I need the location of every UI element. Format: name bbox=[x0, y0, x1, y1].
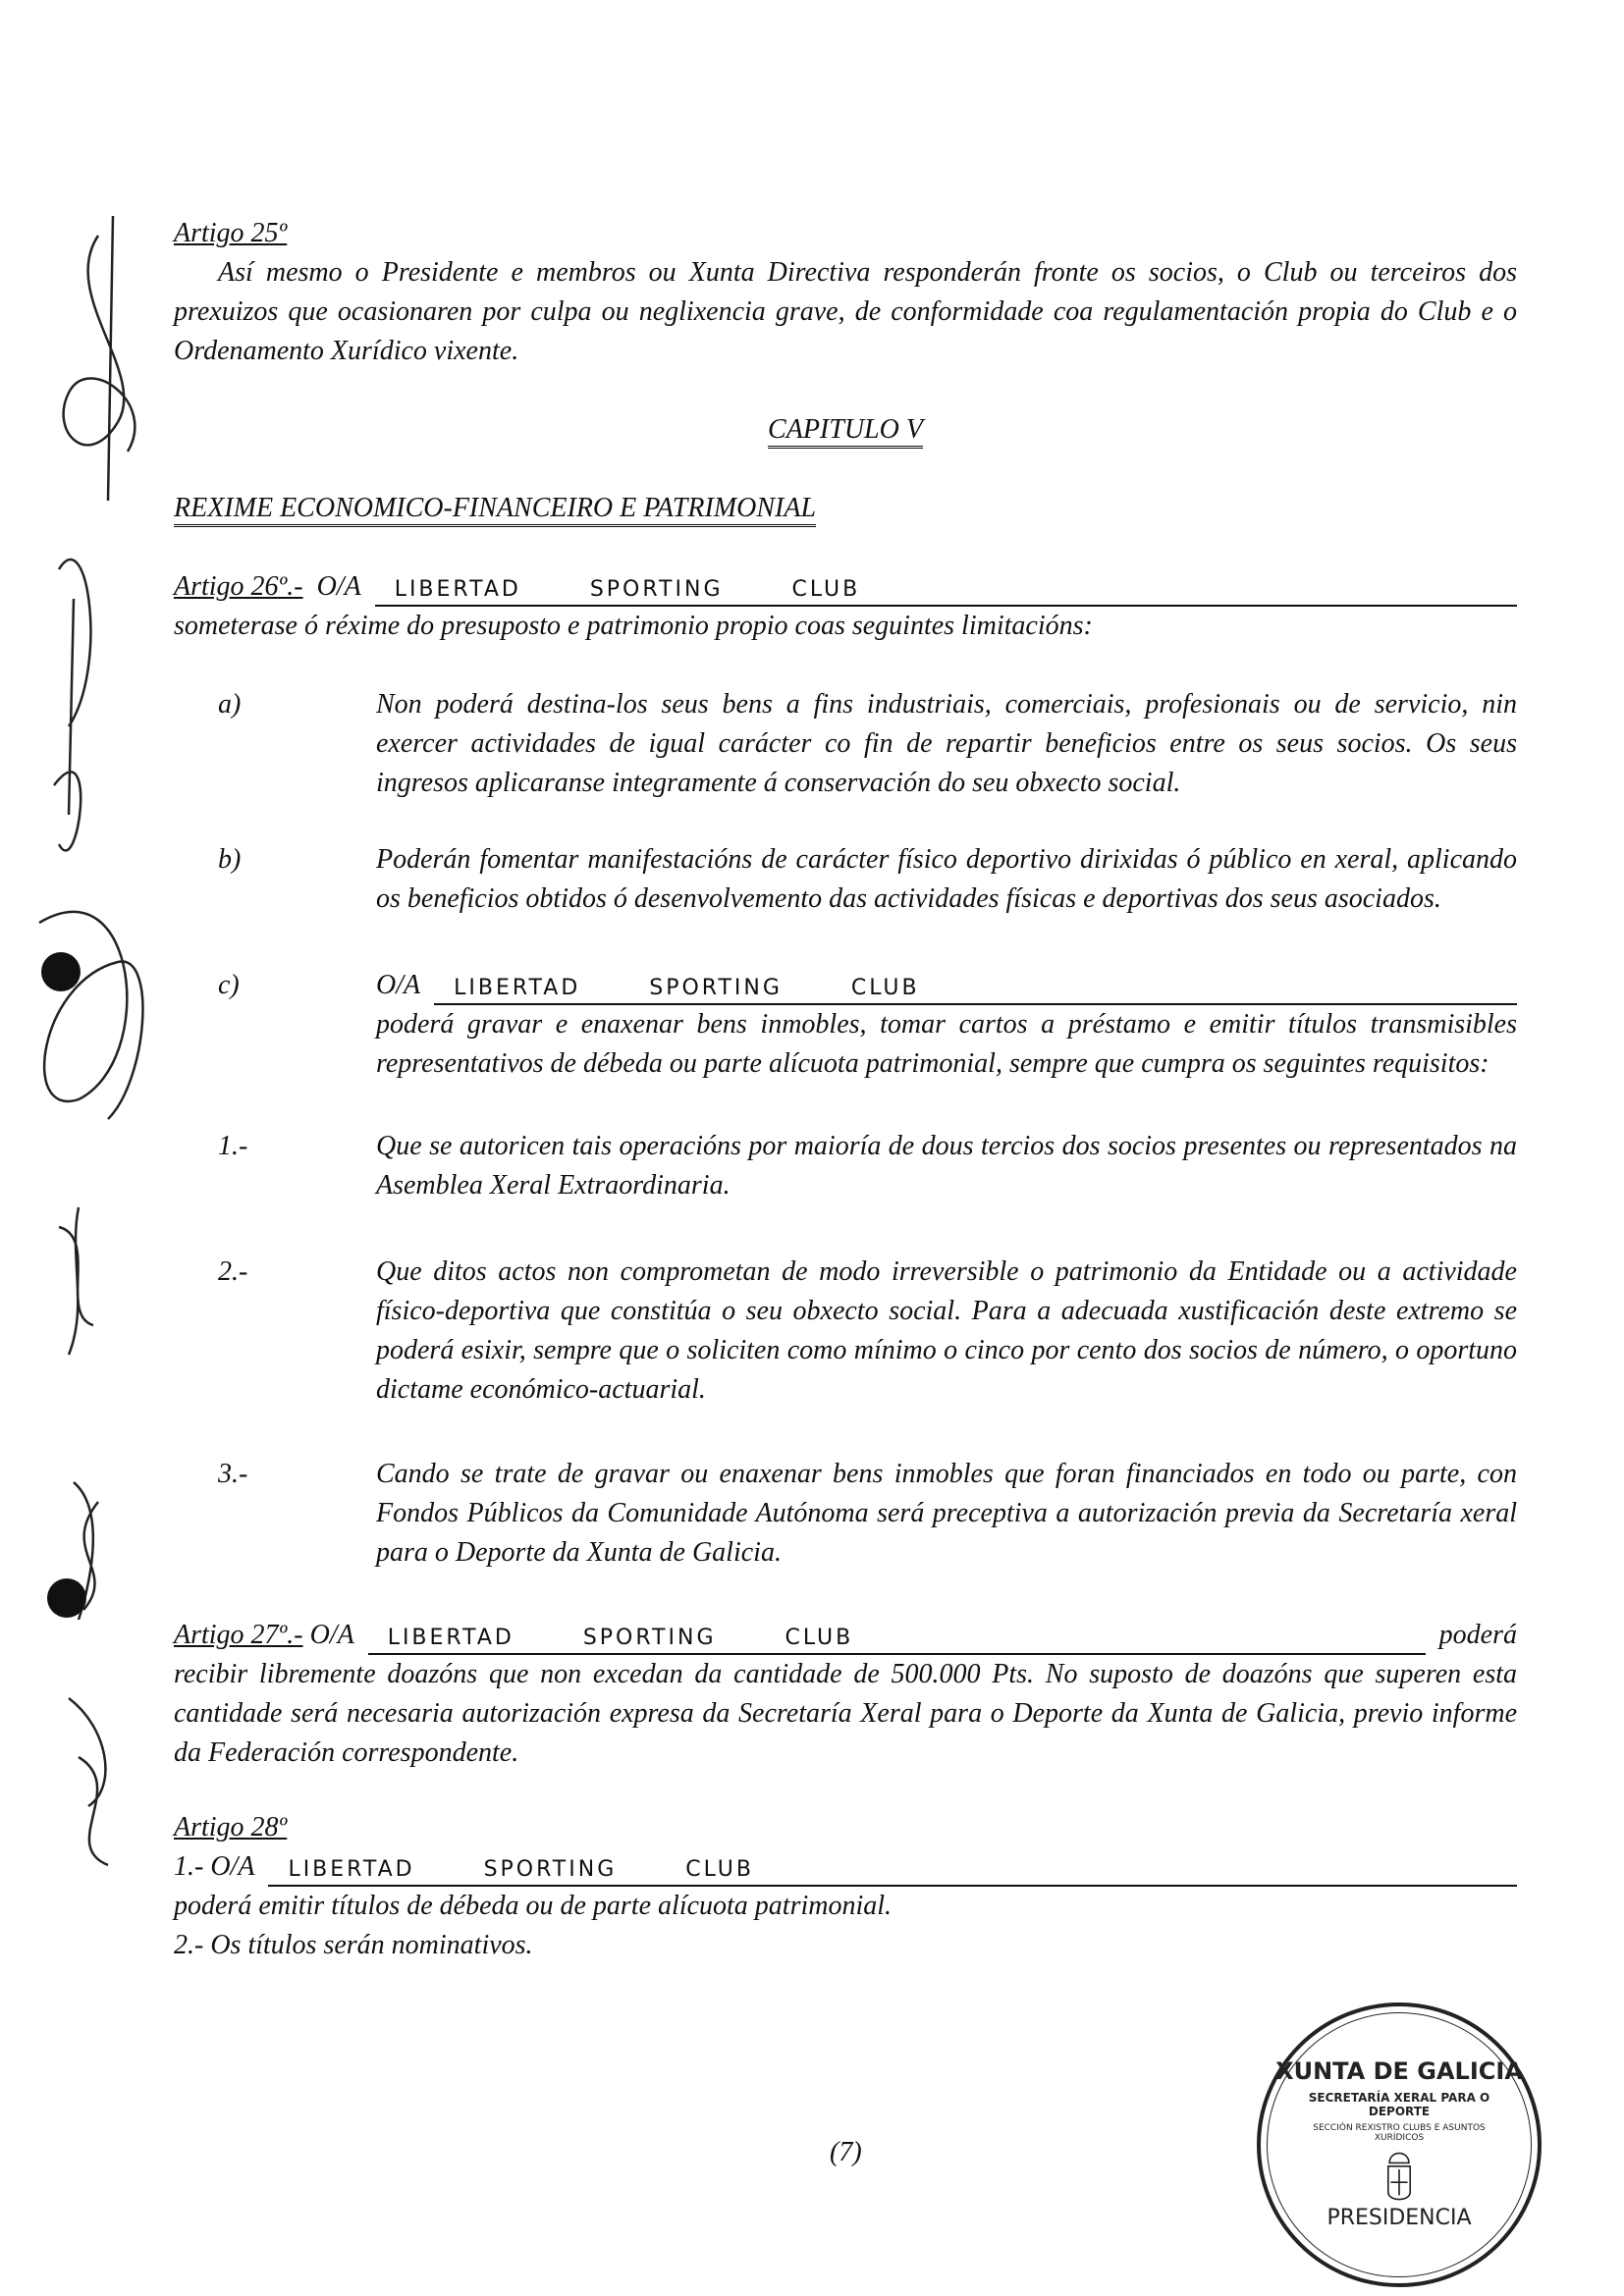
prefix: O/A bbox=[309, 1620, 354, 1650]
chapter-subtitle: REXIME ECONOMICO-FINANCEIRO E PATRIMONIAL bbox=[174, 493, 816, 527]
item-c-text: poderá gravar e enaxenar bens inmobles, tomar cartos a préstamo e emitir títulos transmisibles representativos de débeda ou parte alícuota patrimonial, sempre que cumpra os seguintes requisitos: bbox=[376, 1009, 1517, 1079]
page-number: (7) bbox=[830, 2137, 862, 2167]
article-28-line2: 2.- Os títulos serán nominativos. bbox=[174, 1930, 533, 1960]
stamp-inner-text-2: SECCIÓN REXISTRO CLUBS E ASUNTOS XURÍDICOS bbox=[1313, 2122, 1486, 2143]
suffix: poderá bbox=[1438, 1620, 1517, 1650]
item-a-text: Non poderá destina-los seus bens a fins industriais, comerciais, profesionais ou de servicio, nin exercer actividades de igual carácter co fin de repartir beneficios entre os seus socios. Os seus ingresos aplicaranse integramente á conservación do seu obxecto social. bbox=[376, 689, 1517, 798]
article-26-title: Artigo 26º.- bbox=[174, 571, 303, 602]
club-name-fill: LIBERTAD SPORTING CLUB bbox=[375, 575, 1517, 607]
item-b-text: Poderán fomentar manifestacións de carácter físico deportivo dirixidas ó público en xeral, aplicando os beneficios obtidos ó desenvolvemento das actividades físicas e deportivas dos seus asociados. bbox=[376, 844, 1517, 914]
item-a-label: a) bbox=[218, 689, 242, 720]
club-name-fill: LIBERTAD SPORTING CLUB bbox=[368, 1624, 1426, 1655]
club-name-fill: LIBERTAD SPORTING CLUB bbox=[434, 974, 1517, 1005]
club-name-fill: LIBERTAD SPORTING CLUB bbox=[268, 1855, 1517, 1887]
article-28-line1: poderá emitir títulos de débeda ou de parte alícuota patrimonial. bbox=[174, 1891, 893, 1921]
item-a bbox=[174, 685, 1517, 803]
requirement-1 bbox=[174, 1127, 1517, 1205]
coat-of-arms-icon bbox=[1380, 2147, 1419, 2202]
prefix: O/A bbox=[376, 970, 421, 1000]
prefix: 1.- O/A bbox=[174, 1851, 255, 1882]
req-2-text: Que ditos actos non comprometan de modo irreversible o patrimonio da Entidade ou a actividade físico-deportiva que constitúa o seu obxecto social. Para a adecuada xustificación deste extremo se poderá esixir, sempre que o soliciten como mínimo o cinco por cento dos socios de número, o oportuno dictame económico-actuarial. bbox=[376, 1256, 1517, 1405]
item-c bbox=[174, 966, 1517, 1084]
article-25-title: Artigo 25º bbox=[174, 218, 288, 248]
article-27-text: recibir libremente doazóns que non excedan da cantidade de 500.000 Pts. No suposto de doazóns que superen esta cantidade será necesaria autorización expresa da Secretaría Xeral para o Deporte da Xunta de Galicia, previo informe da Federación correspondente. bbox=[174, 1659, 1517, 1768]
prefix: O/A bbox=[316, 571, 361, 602]
requirement-3 bbox=[174, 1455, 1517, 1573]
stamp-inner-text: SECRETARÍA XERAL PARA O DEPORTE bbox=[1308, 2091, 1490, 2118]
stamp-bottom-text: PRESIDENCIA bbox=[1326, 2206, 1472, 2231]
document-body bbox=[174, 214, 1517, 1965]
article-26-text: someterase ó réxime do presuposto e patrimonio propio coas seguintes limitacións: bbox=[174, 611, 1093, 641]
req-1-label: 1.- bbox=[218, 1131, 248, 1161]
article-28-title: Artigo 28º bbox=[174, 1812, 288, 1842]
requirement-2 bbox=[174, 1253, 1517, 1410]
stamp-top-text: XUNTA DE GALICIA bbox=[1275, 2057, 1523, 2086]
req-1-text: Que se autoricen tais operacións por maioría de dous tercios dos socios presentes ou representados na Asemblea Xeral Extraordinaria. bbox=[376, 1131, 1517, 1201]
article-27-title: Artigo 27º.- bbox=[174, 1620, 303, 1650]
chapter-title: CAPITULO V bbox=[768, 414, 923, 449]
article-27-heading bbox=[174, 1616, 1517, 1655]
req-3-text: Cando se trate de gravar ou enaxenar bens inmobles que foran financiados en todo ou parte, con Fondos Públicos da Comunidade Autónoma será preceptiva a autorización previa da Secretaría xeral para o Deporte da Xunta de Galicia. bbox=[376, 1459, 1517, 1568]
article-25-text: Así mesmo o Presidente e membros ou Xunta Directiva responderán fronte os socios, o Club ou terceiros dos prexuizos que ocasionaren por culpa ou neglixencia grave, de conformidade coa regulamentación propia do Club e o Ordenamento Xurídico vixente. bbox=[174, 257, 1517, 366]
official-stamp bbox=[1257, 2002, 1542, 2287]
req-3-label: 3.- bbox=[218, 1459, 248, 1489]
margin-signatures bbox=[0, 177, 167, 1895]
article-26-heading bbox=[174, 567, 1517, 607]
item-c-label: c) bbox=[218, 970, 240, 1000]
item-b bbox=[174, 840, 1517, 919]
item-b-label: b) bbox=[218, 844, 242, 875]
req-2-label: 2.- bbox=[218, 1256, 248, 1287]
